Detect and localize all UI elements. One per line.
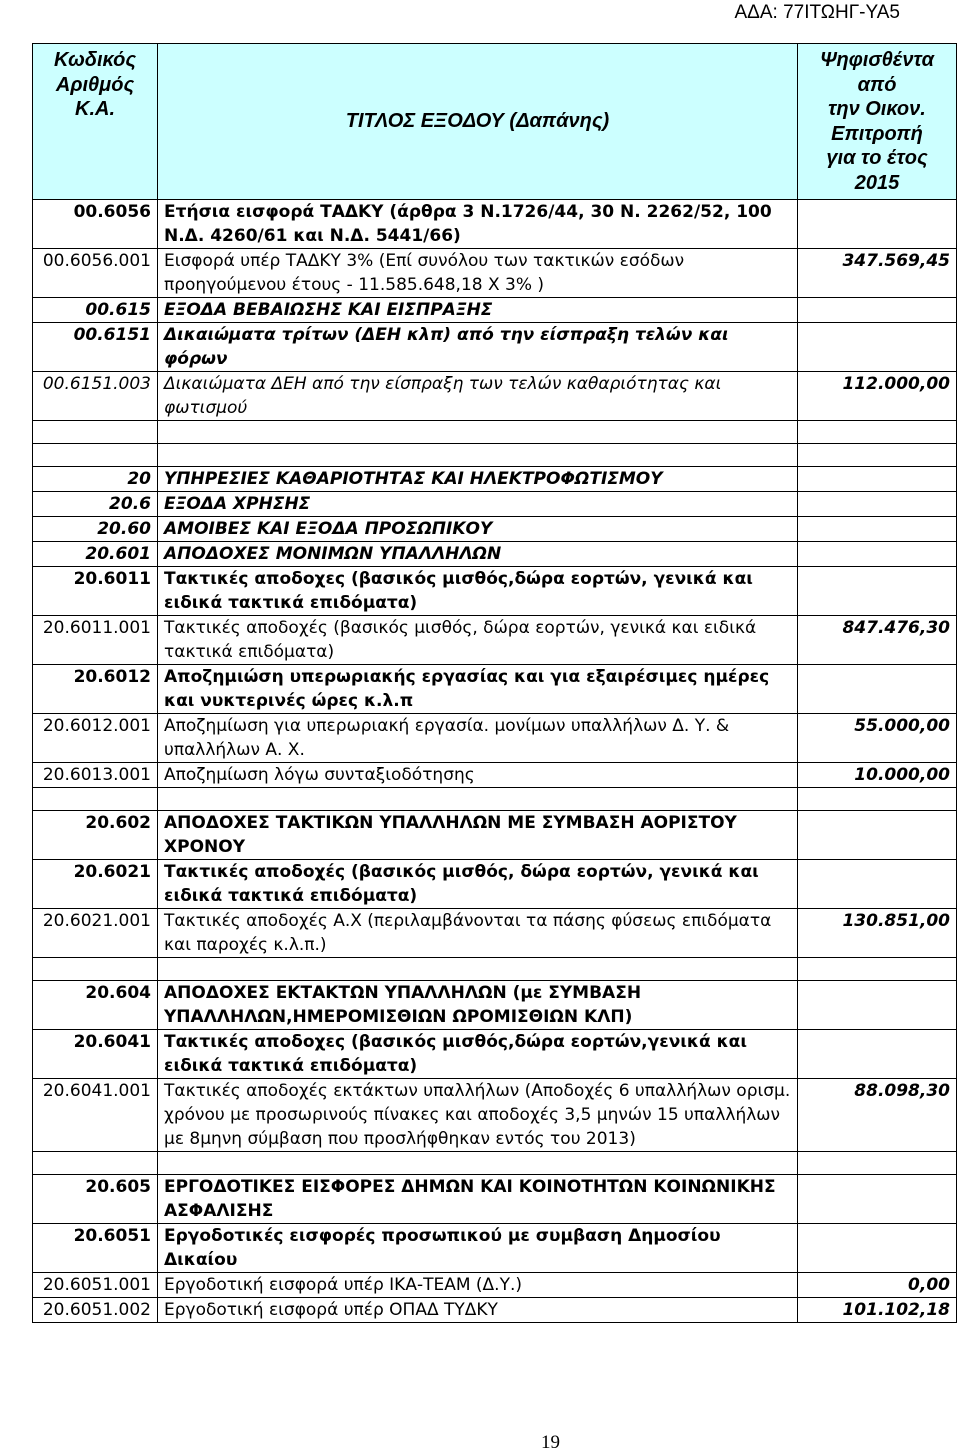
cell-amount: 10.000,00 xyxy=(798,763,957,788)
table-row xyxy=(33,665,957,714)
cell-amount xyxy=(798,467,957,492)
cell-code: 20.601 xyxy=(33,542,158,567)
cell-amount xyxy=(798,323,957,372)
table-row xyxy=(33,492,957,517)
cell-amount xyxy=(798,567,957,616)
header-amount-line: 2015 xyxy=(854,171,900,194)
cell-title: Εργοδοτικές εισφορές προσωπικού με συμβαση Δημοσίου Δικαίου xyxy=(158,1224,798,1273)
cell-amount xyxy=(798,981,957,1030)
spacer-row xyxy=(33,421,957,444)
header-amount-line: από xyxy=(857,73,897,96)
cell-title: Τακτικές αποδοχές εκτάκτων υπαλλήλων (Αποδοχές 6 υπαλλήλων ορισμ. χρόνου με προσωρινούς πίνακες και αποδοχές 3,5 μηνών 15 υπαλλήλων με 8μηνη σύμβαση που προσλήφθηκαν εντός του 2013) xyxy=(158,1079,798,1152)
cell-title: ΑΠΟΔΟΧΕΣ ΕΚΤΑΚΤΩΝ ΥΠΑΛΛΗΛΩΝ (με ΣΥΜΒΑΣΗ ΥΠΑΛΛΗΛΩΝ,ΗΜΕΡΟΜΙΣΘΙΩΝ ΩΡΟΜΙΣΘΙΩΝ ΚΛΠ) xyxy=(158,981,798,1030)
cell-code: 20.6021 xyxy=(33,860,158,909)
cell-amount xyxy=(798,1152,957,1175)
table-row xyxy=(33,1079,957,1152)
cell-code xyxy=(33,958,158,981)
cell-code: 20.60 xyxy=(33,517,158,542)
table-row xyxy=(33,981,957,1030)
cell-amount xyxy=(798,811,957,860)
cell-amount xyxy=(798,665,957,714)
cell-code: 20.602 xyxy=(33,811,158,860)
cell-code xyxy=(33,421,158,444)
table-row xyxy=(33,372,957,421)
spacer-row xyxy=(33,788,957,811)
table-row xyxy=(33,811,957,860)
spacer-row xyxy=(33,958,957,981)
cell-code xyxy=(33,788,158,811)
cell-amount: 101.102,18 xyxy=(798,1298,957,1323)
table-row xyxy=(33,249,957,298)
cell-amount xyxy=(798,788,957,811)
cell-code: 20.6012.001 xyxy=(33,714,158,763)
cell-amount: 847.476,30 xyxy=(798,616,957,665)
cell-amount xyxy=(798,200,957,249)
cell-title xyxy=(158,1152,798,1175)
header-code-line: Αριθμός xyxy=(55,73,135,96)
cell-code: 00.6056.001 xyxy=(33,249,158,298)
page-number: 19 xyxy=(541,1432,560,1453)
table-row xyxy=(33,1175,957,1224)
table-row xyxy=(33,567,957,616)
cell-code: 20.6051 xyxy=(33,1224,158,1273)
cell-title: ΥΠΗΡΕΣΙΕΣ ΚΑΘΑΡΙΟΤΗΤΑΣ ΚΑΙ ΗΛΕΚΤΡΟΦΩΤΙΣΜΟΥ xyxy=(158,467,798,492)
header-code-line: Κ.Α. xyxy=(75,98,115,120)
table-row xyxy=(33,763,957,788)
cell-title: ΑΠΟΔΟΧΕΣ ΤΑΚΤΙΚΩΝ ΥΠΑΛΛΗΛΩΝ ΜΕ ΣΥΜΒΑΣΗ ΑΟΡΙΣΤΟΥ ΧΡΟΝΟΥ xyxy=(158,811,798,860)
cell-code: 20.6021.001 xyxy=(33,909,158,958)
cell-amount: 88.098,30 xyxy=(798,1079,957,1152)
cell-amount xyxy=(798,298,957,323)
spacer-row xyxy=(33,444,957,467)
cell-amount: 112.000,00 xyxy=(798,372,957,421)
cell-title: Τακτικές αποδοχές Α.Χ (περιλαμβάνονται τα πάσης φύσεως επιδόματα και παροχές κ.λ.π.) xyxy=(158,909,798,958)
cell-amount xyxy=(798,542,957,567)
cell-title: Τακτικές αποδοχες (βασικός μισθός,δώρα εορτών,γενικά και ειδικά τακτικά επιδόματα) xyxy=(158,1030,798,1079)
cell-code: 20.6041 xyxy=(33,1030,158,1079)
cell-amount xyxy=(798,492,957,517)
cell-title: Δικαιώματα ΔΕΗ από την είσπραξη των τελών καθαριότητας και φωτισμού xyxy=(158,372,798,421)
cell-amount xyxy=(798,1030,957,1079)
spacer-row xyxy=(33,1152,957,1175)
table-row xyxy=(33,542,957,567)
cell-code: 20.6051.001 xyxy=(33,1273,158,1298)
cell-title: ΕΞΟΔΑ ΒΕΒΑΙΩΣΗΣ ΚΑΙ ΕΙΣΠΡΑΞΗΣ xyxy=(158,298,798,323)
header-amount-line: Ψηφισθέντα xyxy=(819,49,935,71)
cell-amount: 347.569,45 xyxy=(798,249,957,298)
cell-title: Αποζημιώση υπερωριακής εργασίας και για εξαιρέσιμες ημέρες και νυκτερινές ώρες κ.λ.π xyxy=(158,665,798,714)
cell-code: 00.6151.003 xyxy=(33,372,158,421)
table-row xyxy=(33,1030,957,1079)
header-code xyxy=(33,44,158,200)
table-row xyxy=(33,517,957,542)
cell-code: 20.6 xyxy=(33,492,158,517)
cell-title: Τακτικές αποδοχες (βασικός μισθός,δώρα εορτών, γενικά και ειδικά τακτικά επιδόματα) xyxy=(158,567,798,616)
table-row xyxy=(33,616,957,665)
header-title: ΤΙΤΛΟΣ ΕΞΟΔΟΥ (Δαπάνης) xyxy=(158,44,798,200)
header-amount-line: την Οικον. xyxy=(828,98,926,120)
table-row xyxy=(33,323,957,372)
cell-title xyxy=(158,421,798,444)
cell-title: Εργοδοτική εισφορά υπέρ ΟΠΑΔ ΤΥΔΚΥ xyxy=(158,1298,798,1323)
header-amount xyxy=(798,44,957,200)
cell-code: 00.615 xyxy=(33,298,158,323)
cell-amount xyxy=(798,958,957,981)
cell-title xyxy=(158,788,798,811)
cell-code: 20 xyxy=(33,467,158,492)
cell-title: Δικαιώματα τρίτων (ΔΕΗ κλπ) από την είσπραξη τελών και φόρων xyxy=(158,323,798,372)
header-code-line: Κωδικός xyxy=(54,49,136,71)
cell-title xyxy=(158,444,798,467)
cell-title: ΕΡΓΟΔΟΤΙΚΕΣ ΕΙΣΦΟΡΕΣ ΔΗΜΩΝ ΚΑΙ ΚΟΙΝΟΤΗΤΩΝ ΚΟΙΝΩΝΙΚΗΣ ΑΣΦΑΛΙΣΗΣ xyxy=(158,1175,798,1224)
cell-title: Εισφορά υπέρ ΤΑΔΚΥ 3% (Επί συνόλου των τακτικών εσόδων προηγούμενου έτους - 11.585.648,18 Χ 3% ) xyxy=(158,249,798,298)
cell-amount: 0,00 xyxy=(798,1273,957,1298)
table-row xyxy=(33,467,957,492)
table-row xyxy=(33,1298,957,1323)
cell-code xyxy=(33,1152,158,1175)
table-body xyxy=(33,200,957,1323)
cell-code: 20.6051.002 xyxy=(33,1298,158,1323)
table-row xyxy=(33,909,957,958)
table-row xyxy=(33,714,957,763)
cell-amount: 130.851,00 xyxy=(798,909,957,958)
cell-title: Εργοδοτική εισφορά υπέρ ΙΚΑ-ΤΕΑΜ (Δ.Υ.) xyxy=(158,1273,798,1298)
table-header-row xyxy=(33,44,957,200)
cell-title: ΑΠΟΔΟΧΕΣ ΜΟΝΙΜΩΝ ΥΠΑΛΛΗΛΩΝ xyxy=(158,542,798,567)
cell-title: Τακτικές αποδοχές (βασικός μισθός, δώρα εορτών, γενικά και ειδικά τακτικά επιδόματα) xyxy=(158,860,798,909)
cell-code: 20.6041.001 xyxy=(33,1079,158,1152)
cell-amount xyxy=(798,421,957,444)
cell-amount xyxy=(798,860,957,909)
cell-title: Αποζημίωση για υπερωριακή εργασία. μονίμων υπαλλήλων Δ. Υ. & υπαλλήλων Α. Χ. xyxy=(158,714,798,763)
cell-title: Ετήσια εισφορά ΤΑΔΚΥ (άρθρα 3 Ν.1726/44, 30 Ν. 2262/52, 100 Ν.Δ. 4260/61 και Ν.Δ. 5441/66) xyxy=(158,200,798,249)
cell-title: ΕΞΟΔΑ ΧΡΗΣΗΣ xyxy=(158,492,798,517)
table-row xyxy=(33,860,957,909)
cell-title: ΑΜΟΙΒΕΣ ΚΑΙ ΕΞΟΔΑ ΠΡΟΣΩΠΙΚΟΥ xyxy=(158,517,798,542)
cell-code xyxy=(33,444,158,467)
cell-amount xyxy=(798,1175,957,1224)
cell-title xyxy=(158,958,798,981)
cell-code: 00.6151 xyxy=(33,323,158,372)
cell-title: Τακτικές αποδοχές (βασικός μισθός, δώρα εορτών, γενικά και ειδικά τακτικά επιδόματα) xyxy=(158,616,798,665)
document-reference-code: ΑΔΑ: 77ΙΤΩΗΓ-ΥΑ5 xyxy=(734,2,900,23)
cell-amount xyxy=(798,517,957,542)
budget-expenses-table xyxy=(32,43,957,1323)
cell-amount xyxy=(798,444,957,467)
cell-code: 20.6011.001 xyxy=(33,616,158,665)
table-row xyxy=(33,1273,957,1298)
cell-amount xyxy=(798,1224,957,1273)
cell-code: 20.604 xyxy=(33,981,158,1030)
header-amount-line: Επιτροπή xyxy=(831,122,923,145)
cell-amount: 55.000,00 xyxy=(798,714,957,763)
table-row xyxy=(33,1224,957,1273)
table-row xyxy=(33,200,957,249)
cell-title: Αποζημίωση λόγω συνταξιοδότησης xyxy=(158,763,798,788)
cell-code: 00.6056 xyxy=(33,200,158,249)
header-amount-line: για το έτος xyxy=(826,147,928,169)
cell-code: 20.6012 xyxy=(33,665,158,714)
table-row xyxy=(33,298,957,323)
cell-code: 20.6011 xyxy=(33,567,158,616)
cell-code: 20.605 xyxy=(33,1175,158,1224)
cell-code: 20.6013.001 xyxy=(33,763,158,788)
